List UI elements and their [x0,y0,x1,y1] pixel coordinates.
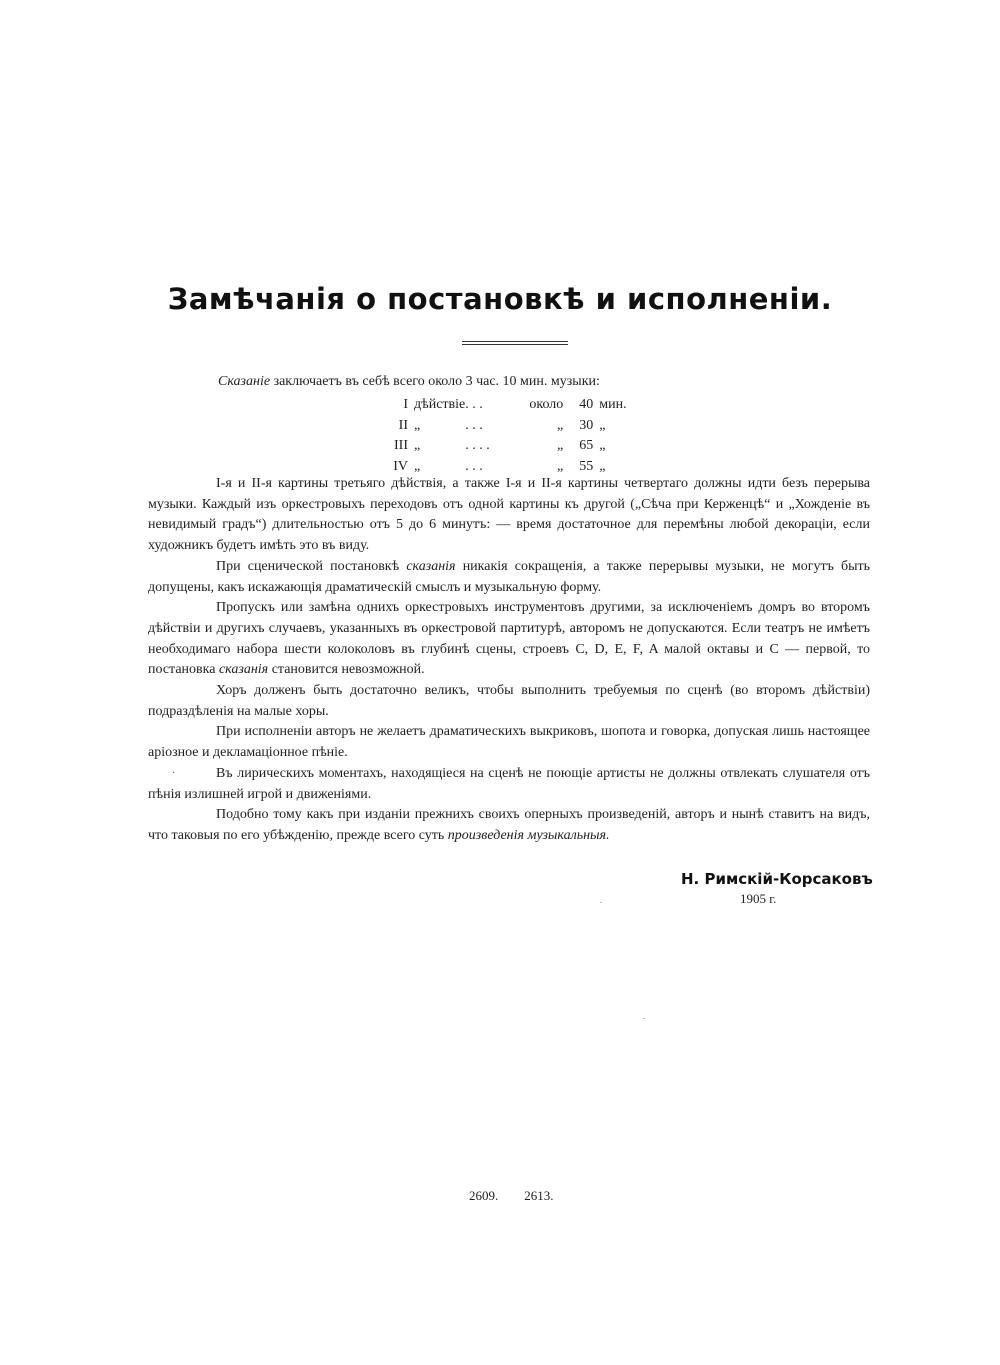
paragraph-musical-works [148,805,870,846]
act-number: I [403,397,408,412]
margin-dot: · [172,768,176,779]
minutes-value: 65 [579,438,594,453]
leader-dots: . . . . [465,438,490,453]
duration-table [380,395,629,477]
paragraph-instruments [148,598,870,681]
approx-word: „ [557,458,564,474]
paragraph-text: становится невозможной. [271,662,425,678]
paragraph-text: Пропускъ или замѣна однихъ оркестровыхъ инструментовъ другими, за исключеніемъ домръ во второмъ дѣйствіи и другихъ случаевъ, указанныхъ въ оркестровой партитурѣ, авторомъ не допускаются. Если театръ не имѣетъ необходимаго набора шести колоколовъ въ глубинѣ сцены, строевъ C, D, E, F, A малой октавы и C — первой, то постановка [148,600,870,678]
plate-number: 2613. [524,1188,554,1203]
signature-year: 1905 г. [740,891,777,906]
minutes-unit: мин. [599,397,627,412]
act-word: „ [414,458,421,474]
signature-name: Н. Римскій-Корсаковъ [681,870,873,888]
body-text [148,474,870,847]
minutes-value: 55 [579,458,594,474]
plate-numbers [469,1188,580,1204]
paragraph-chorus: Хоръ долженъ быть достаточно великъ, чтобы выполнить требуемыя по сценѣ (во второмъ дѣйствіи) подраздѣленія на малые хоры. [148,683,870,719]
duration-row [380,395,629,416]
paragraph-text: Подобно тому какъ при изданіи прежнихъ своихъ оперныхъ произведеній, авторъ и нынѣ ставитъ на видъ, что таковыя по его убѣжденію, прежде всего суть [148,807,870,843]
paragraph-singing-style: При исполненіи авторъ не желаетъ драматическихъ выкриковъ, шопота и говорка, допуская лишь настоящее аріозное и декламаціонное пѣніе. [148,724,870,761]
act-number: III [394,438,408,453]
duration-intro [218,374,600,390]
approx-word: около [529,397,564,412]
paragraph-performance-continuity: I-я и II-я картины третьяго дѣйствія, а также I-я и II-я картины четвертаго должны идти безъ перерыва музыки. Каждый изъ оркестровыхъ переходовъ отъ одной картины къ другой („Сѣча при Керженцѣ“ и „Хожденіе въ невидимый градъ“) длительностью отъ 5 до 6 минутъ: — время достаточное для перемѣны любой декораціи, если художникъ будетъ имѣть это въ виду. [148,476,870,554]
minutes-value: 40 [579,397,594,412]
scan-speck [600,902,602,903]
paragraph-lyrical-moments: Въ лирическихъ моментахъ, находящіеся на сценѣ не поющіе артисты не должны отвлекать слушателя отъ пѣнія излишней игрой и движеніями. [148,765,870,802]
minutes-value: 30 [579,417,594,433]
approx-word: „ [557,438,564,453]
act-number: II [398,417,408,433]
duration-row [380,436,629,457]
page-title: Замѣчанія о постановкѣ и исполненіи. [167,282,833,316]
scan-speck [643,1018,645,1019]
paragraph-italic: сказанія [406,558,456,574]
approx-word: „ [557,417,564,433]
paragraph-italic: сказанія [218,662,269,678]
minutes-unit: „ [599,458,606,474]
title-rule-top [462,341,568,342]
minutes-unit: „ [599,417,606,433]
paragraph-text: никакія сокращенія, а также перерывы музыки, не могутъ быть допущены, какъ искажающія драматическій смыслъ и музыкальную форму. [148,558,870,595]
act-word: дѣйствіе [414,397,466,412]
lead-italic-word: Сказаніе [218,374,271,389]
paragraph-italic: произведенія музыкальныя. [447,827,610,843]
leader-dots: . . . [465,458,483,474]
duration-row [380,416,629,437]
act-word: „ [414,438,421,453]
plate-number: 2609. [469,1188,499,1203]
leader-dots: . . . [465,397,483,412]
paragraph-no-cuts [148,557,870,598]
lead-text: заключаетъ въ себѣ всего около 3 час. 10 мин. музыки: [273,374,600,389]
act-number: IV [393,458,408,474]
minutes-unit: „ [599,438,606,453]
paragraph-text: При сценической постановкѣ [216,558,400,574]
leader-dots: . . . [465,417,483,433]
title-rule-bottom [462,344,568,345]
act-word: „ [414,417,421,433]
